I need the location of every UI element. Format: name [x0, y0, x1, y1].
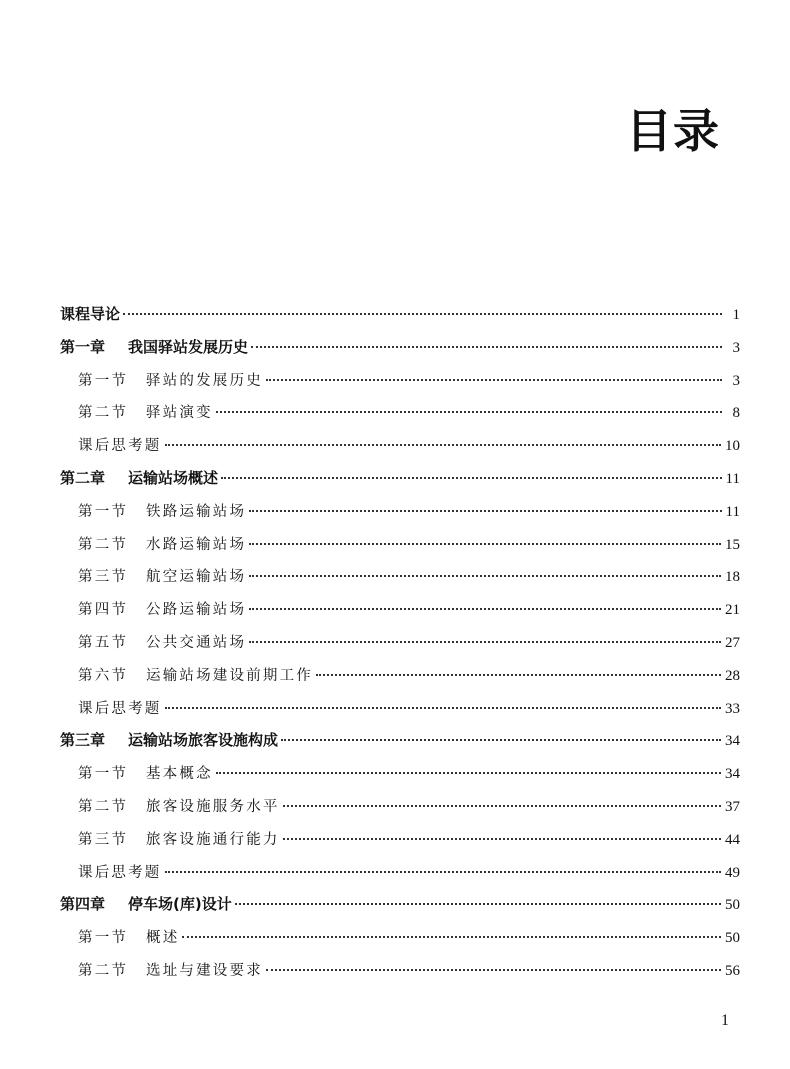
section-number: 第一节: [78, 503, 129, 520]
toc-section-entry[interactable]: [60, 697, 740, 730]
toc-page-number: 15: [725, 536, 740, 553]
toc-section-entry[interactable]: [60, 369, 740, 402]
dot-leader: [182, 935, 721, 938]
section-title: 水路运输站场: [146, 536, 247, 553]
section-title: 公共交通站场: [146, 634, 247, 651]
toc-chapter-entry[interactable]: [60, 729, 740, 762]
section-number: 第六节: [78, 667, 129, 684]
section-title: 选址与建设要求: [146, 962, 263, 979]
chapter-number: 第二章: [60, 468, 106, 487]
section-title: 运输站场建设前期工作: [146, 667, 313, 684]
toc-page-number: 49: [725, 864, 740, 881]
dot-leader: [316, 673, 721, 676]
section-title: 概述: [146, 930, 180, 947]
toc-section-entry[interactable]: [60, 959, 740, 992]
toc-page-number: 3: [732, 339, 740, 356]
section-title: 驿站演变: [146, 405, 213, 422]
dot-leader: [165, 706, 722, 709]
dot-leader: [249, 509, 721, 512]
toc-chapter-entry[interactable]: [60, 303, 740, 336]
section-number: 第二节: [78, 798, 129, 815]
toc-section-entry[interactable]: [60, 795, 740, 828]
dot-leader: [249, 574, 721, 577]
toc-section-entry[interactable]: [60, 762, 740, 795]
toc-page-number: 10: [725, 438, 740, 455]
dot-leader: [249, 607, 721, 610]
section-number: 第一节: [78, 372, 129, 389]
dot-leader: [165, 870, 722, 873]
chapter-title: 我国驿站发展历史: [128, 337, 249, 356]
toc-section-entry[interactable]: [60, 565, 740, 598]
section-number: 第三节: [78, 831, 129, 848]
section-number: 第三节: [78, 569, 129, 586]
page-title: 目录: [626, 104, 720, 158]
section-title: 课后思考题: [78, 864, 162, 881]
toc-page-number: 3: [732, 372, 740, 389]
toc-section-entry[interactable]: [60, 861, 740, 894]
dot-leader: [251, 345, 722, 348]
chapter-title: 课程导论: [60, 305, 121, 323]
section-title: 课后思考题: [78, 700, 162, 717]
toc-page-number: 50: [725, 897, 740, 914]
section-title: 课后思考题: [78, 438, 162, 455]
toc-section-entry[interactable]: [60, 500, 740, 533]
section-number: 第一节: [78, 930, 129, 947]
toc-page-number: 1: [732, 307, 740, 323]
dot-leader: [283, 837, 721, 840]
dot-leader: [281, 738, 721, 741]
section-title: 航空运输站场: [146, 569, 247, 586]
page-number: 1: [721, 1012, 729, 1029]
section-number: 第二节: [78, 536, 129, 553]
toc-page-number: 33: [725, 700, 740, 717]
toc-section-entry[interactable]: [60, 533, 740, 566]
toc-page-number: 56: [725, 962, 740, 979]
toc-page-number: 11: [725, 503, 740, 520]
toc-section-entry[interactable]: [60, 401, 740, 434]
toc-section-entry[interactable]: [60, 926, 740, 959]
toc-page-number: 37: [725, 798, 740, 815]
toc-section-entry[interactable]: [60, 434, 740, 467]
chapter-number: 第一章: [60, 337, 106, 356]
toc-section-entry[interactable]: [60, 631, 740, 664]
table-of-contents: [60, 303, 740, 992]
dot-leader: [249, 542, 721, 545]
chapter-title: 停车场(库)设计: [128, 895, 232, 914]
section-number: 第二节: [78, 405, 129, 422]
dot-leader: [165, 443, 722, 446]
toc-page-number: 34: [725, 766, 740, 783]
section-title: 基本概念: [146, 766, 213, 783]
chapter-title: 运输站场概述: [128, 468, 219, 487]
dot-leader: [216, 771, 721, 774]
chapter-title: 运输站场旅客设施构成: [128, 731, 279, 750]
chapter-number: 第三章: [60, 731, 106, 750]
section-title: 驿站的发展历史: [146, 372, 263, 389]
dot-leader: [283, 804, 721, 807]
toc-page-number: 27: [725, 634, 740, 651]
dot-leader: [266, 968, 721, 971]
chapter-number: 第四章: [60, 895, 106, 914]
toc-page-number: 21: [725, 602, 740, 619]
toc-section-entry[interactable]: [60, 598, 740, 631]
dot-leader: [221, 476, 722, 479]
section-title: 旅客设施通行能力: [146, 831, 280, 848]
section-title: 旅客设施服务水平: [146, 798, 280, 815]
section-number: 第五节: [78, 634, 129, 651]
toc-chapter-entry[interactable]: [60, 336, 740, 369]
dot-leader: [266, 378, 722, 381]
toc-page-number: 50: [725, 930, 740, 947]
section-number: 第二节: [78, 962, 129, 979]
toc-page-number: 8: [732, 405, 740, 422]
toc-page-number: 28: [725, 667, 740, 684]
toc-page-number: 18: [725, 569, 740, 586]
toc-chapter-entry[interactable]: [60, 893, 740, 926]
toc-section-entry[interactable]: [60, 664, 740, 697]
dot-leader: [249, 640, 721, 643]
section-title: 铁路运输站场: [146, 503, 247, 520]
section-number: 第一节: [78, 766, 129, 783]
toc-page-number: 11: [725, 470, 740, 487]
dot-leader: [216, 410, 722, 413]
section-number: 第四节: [78, 602, 129, 619]
section-title: 公路运输站场: [146, 602, 247, 619]
toc-page-number: 44: [725, 831, 740, 848]
dot-leader: [123, 312, 722, 315]
dot-leader: [235, 902, 721, 905]
toc-chapter-entry[interactable]: [60, 467, 740, 500]
toc-section-entry[interactable]: [60, 828, 740, 861]
toc-page-number: 34: [725, 733, 740, 750]
